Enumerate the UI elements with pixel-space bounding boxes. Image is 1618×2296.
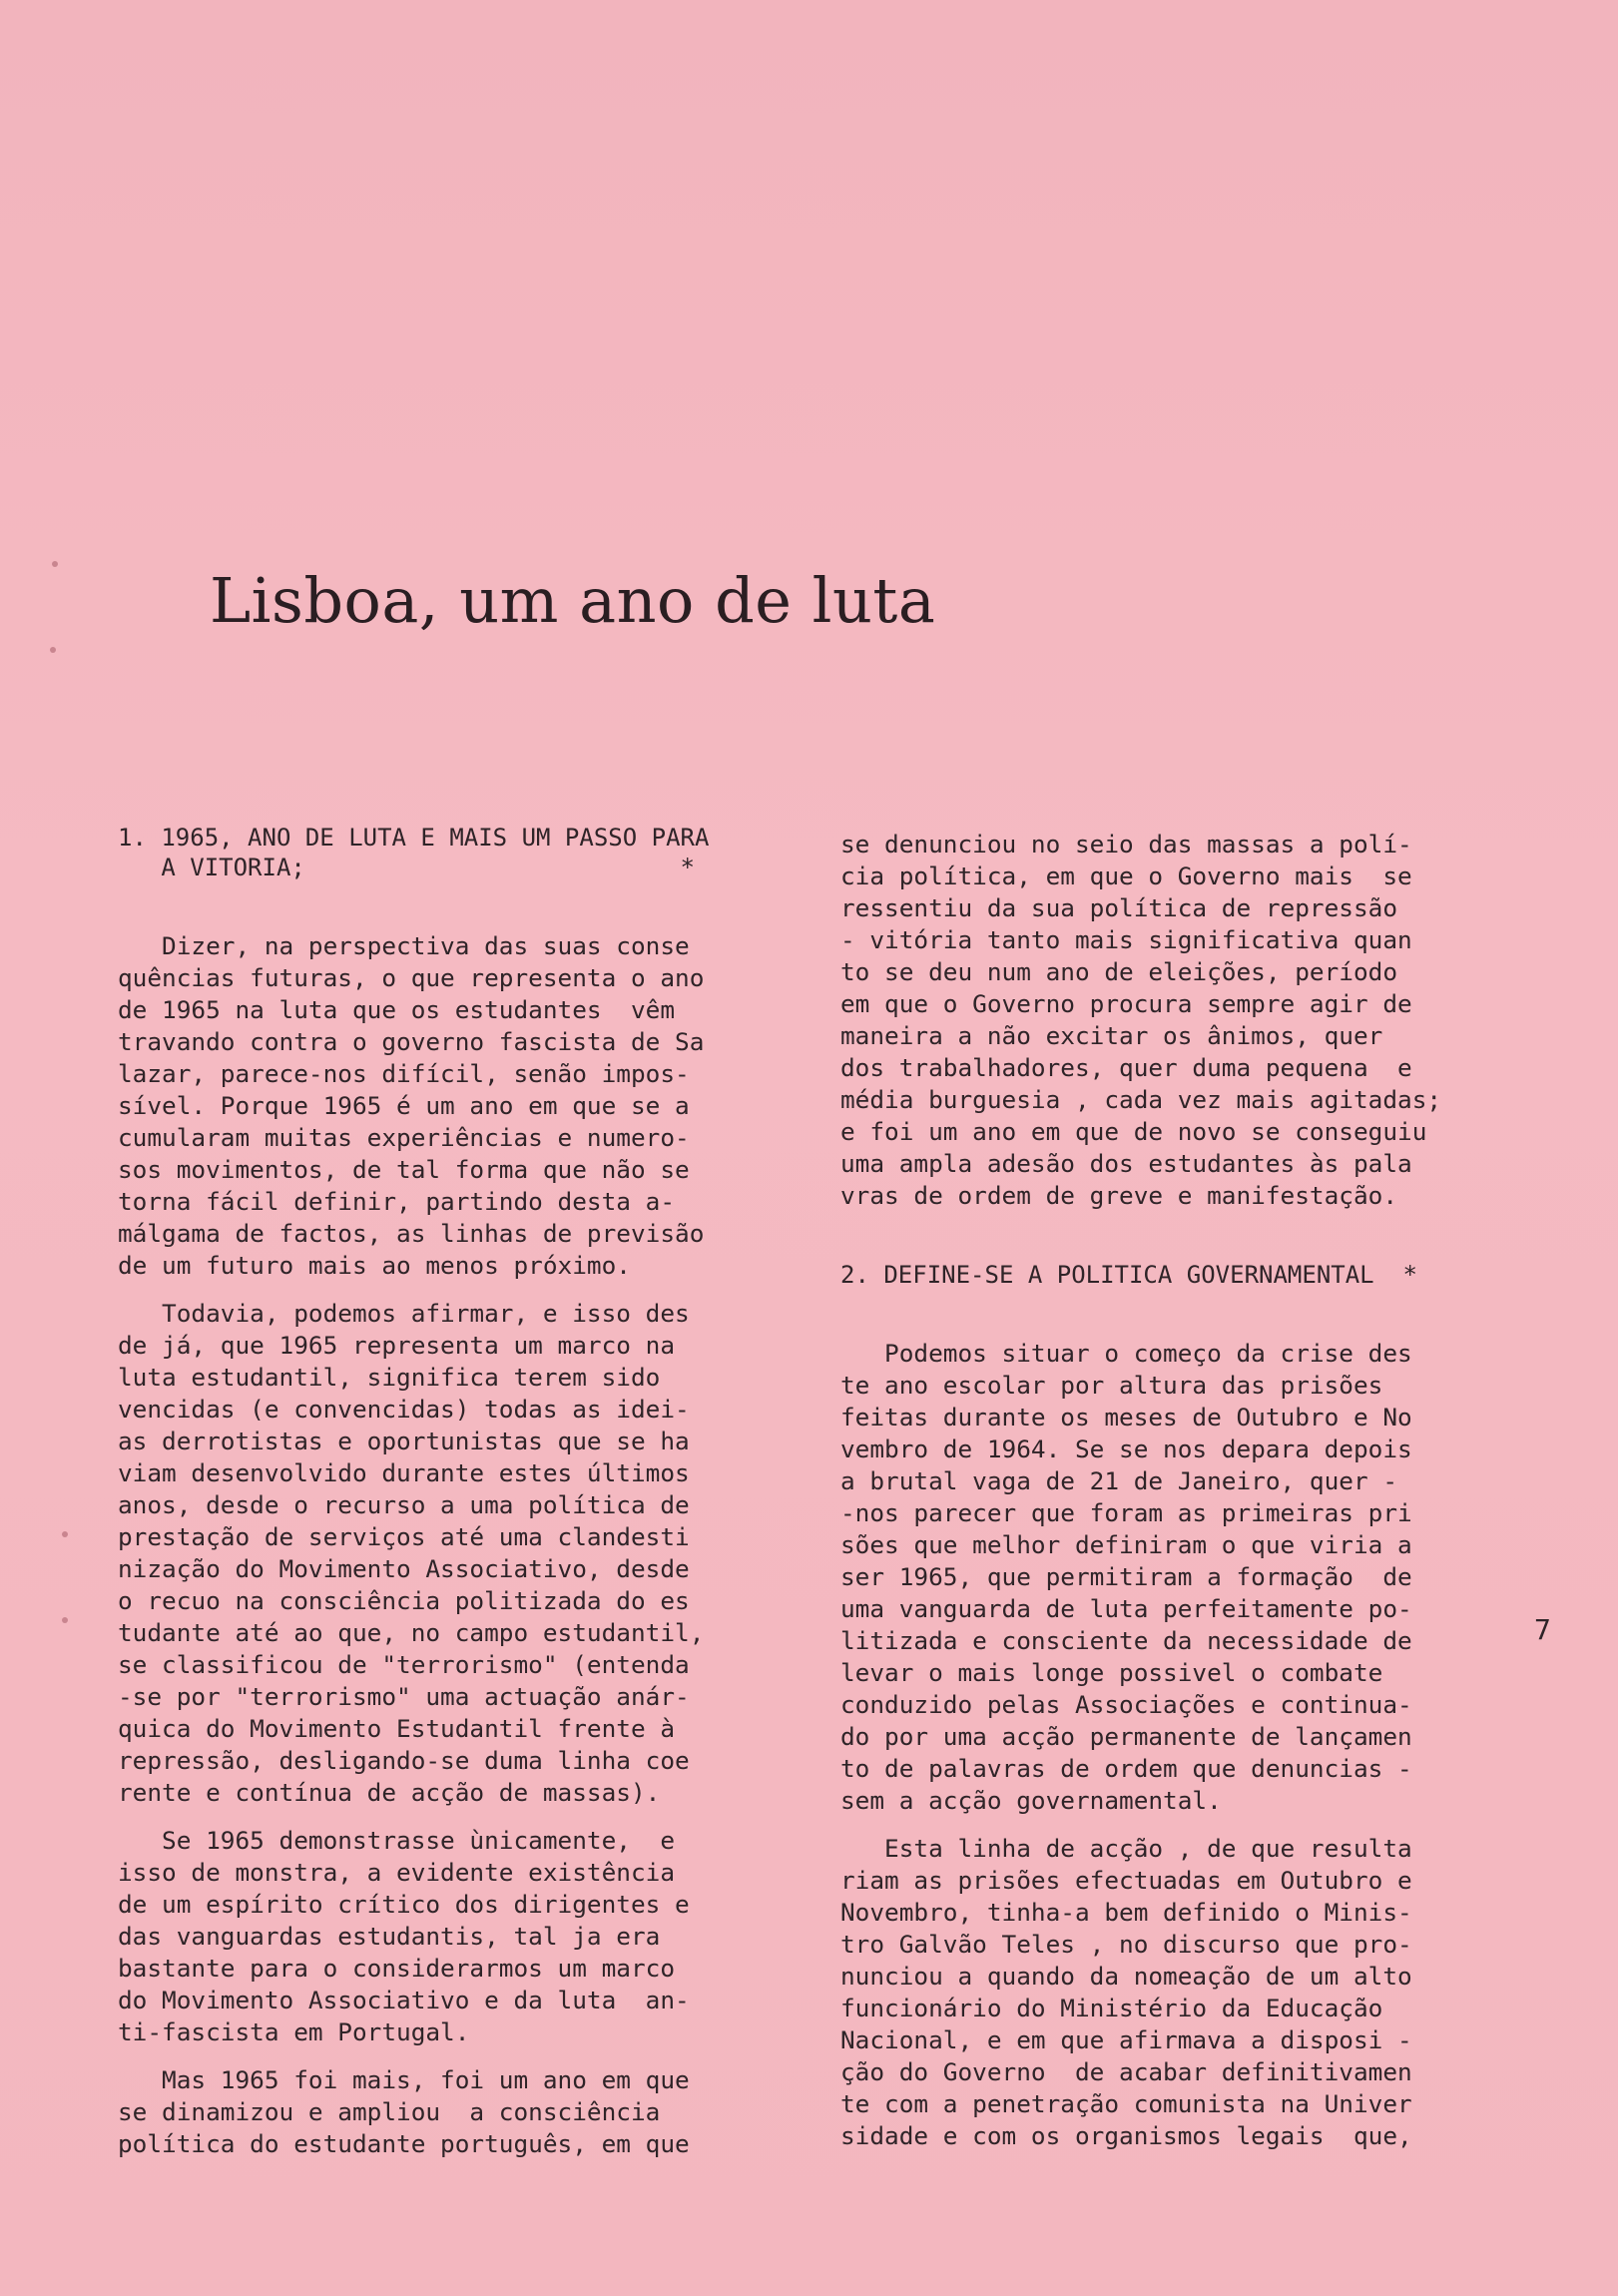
paragraph: Mas 1965 foi mais, foi um ano em que se dinamizou e ampliou a consciência política do estudante português, em que [118, 2065, 690, 2158]
page-number: 7 [1534, 1613, 1551, 1646]
right-column [840, 829, 1499, 2168]
section-heading-2: 2. DEFINE-SE A POLITICA GOVERNAMENTAL * [840, 1261, 1417, 1289]
paragraph: se denunciou no seio das massas a polí- cia política, em que o Governo mais se ressentiu da sua política de repressão - vitória tanto mais significativa quan to se deu num ano de eleições, período em que o Governo procura sempre agir de maneira a não excitar os ânimos, quer dos trabalhadores, quer duma pequena e média burguesia , cada vez mais agitadas; e foi um ano em que de novo se conseguiu uma ampla adesão dos estudantes às pala vras de ordem de greve e manifestação. [840, 830, 1442, 1210]
paragraph: Esta linha de acção , de que resulta riam as prisões efectuadas em Outubro e Novembro, tinha-a bem definido o Minis- tro Galvão Teles , no discurso que pro- nunciou a quando da nomeação de um alto funcionário do Ministério da Educação Nacional, e em que afirmava a disposi - ção do Governo de acabar definitivamen te com a penetração comunista na Univer sidade e com os organismos legais que, [840, 1834, 1412, 2150]
paper-speck [50, 647, 56, 653]
left-column [118, 823, 767, 2176]
section-heading-1: 1. 1965, ANO DE LUTA E MAIS UM PASSO PARA A VITORIA; * [118, 824, 710, 881]
paragraph: Dizer, na perspectiva das suas conse quências futuras, o que representa o ano de 1965 na luta que os estudantes vêm travando contra o governo fascista de Sa lazar, parece-nos difícil, senão impos- sível. Porque 1965 é um ano em que se a cumularam muitas experiências e numero- sos movimentos, de tal forma que não se torna fácil definir, partindo desta a- málgama de factos, as linhas de previsão de um futuro mais ao menos próximo. [118, 931, 705, 1280]
paragraph: Se 1965 demonstrasse ùnicamente, e isso de monstra, a evidente existência de um espírito crítico dos dirigentes e das vanguardas estudantis, tal ja era bastante para o considerarmos um marco do Movimento Associativo e da luta an- ti-fascista em Portugal. [118, 1826, 690, 2046]
paragraph: Todavia, podemos afirmar, e isso des de já, que 1965 representa um marco na luta estudantil, significa terem sido vencidas (e convencidas) todas as idei- as derrotistas e oportunistas que se ha viam desenvolvido durante estes últimos anos, desde o recurso a uma política de prestação de serviços até uma clandesti nização do Movimento Associativo, desde o recuo na consciência politizada do es tudante até ao que, no campo estudantil, se classificou de "terrorismo" (entenda -se por "terrorismo" uma actuação anár- quica do Movimento Estudantil frente à repressão, desligando-se duma linha coe rente e contínua de acção de massas). [118, 1299, 705, 1807]
paragraph: Podemos situar o começo da crise des te ano escolar por altura das prisões feitas durante os meses de Outubro e No vembro de 1964. Se se nos depara depois a brutal vaga de 21 de Janeiro, quer - -nos parecer que foram as primeiras pri sões que melhor definiram o que viria a ser 1965, que permitiram a formação de uma vanguarda de luta perfeitamente po- litizada e consciente da necessidade de levar o mais longe possivel o combate conduzido pelas Associações e continua- do por uma acção permanente de lançamen to de palavras de ordem que denuncias - sem a acção governamental. [840, 1339, 1412, 1815]
paper-speck [52, 561, 58, 567]
paper-speck [62, 1617, 68, 1623]
document-title: Lisboa, um ano de luta [210, 564, 936, 637]
paper-speck [62, 1531, 68, 1537]
